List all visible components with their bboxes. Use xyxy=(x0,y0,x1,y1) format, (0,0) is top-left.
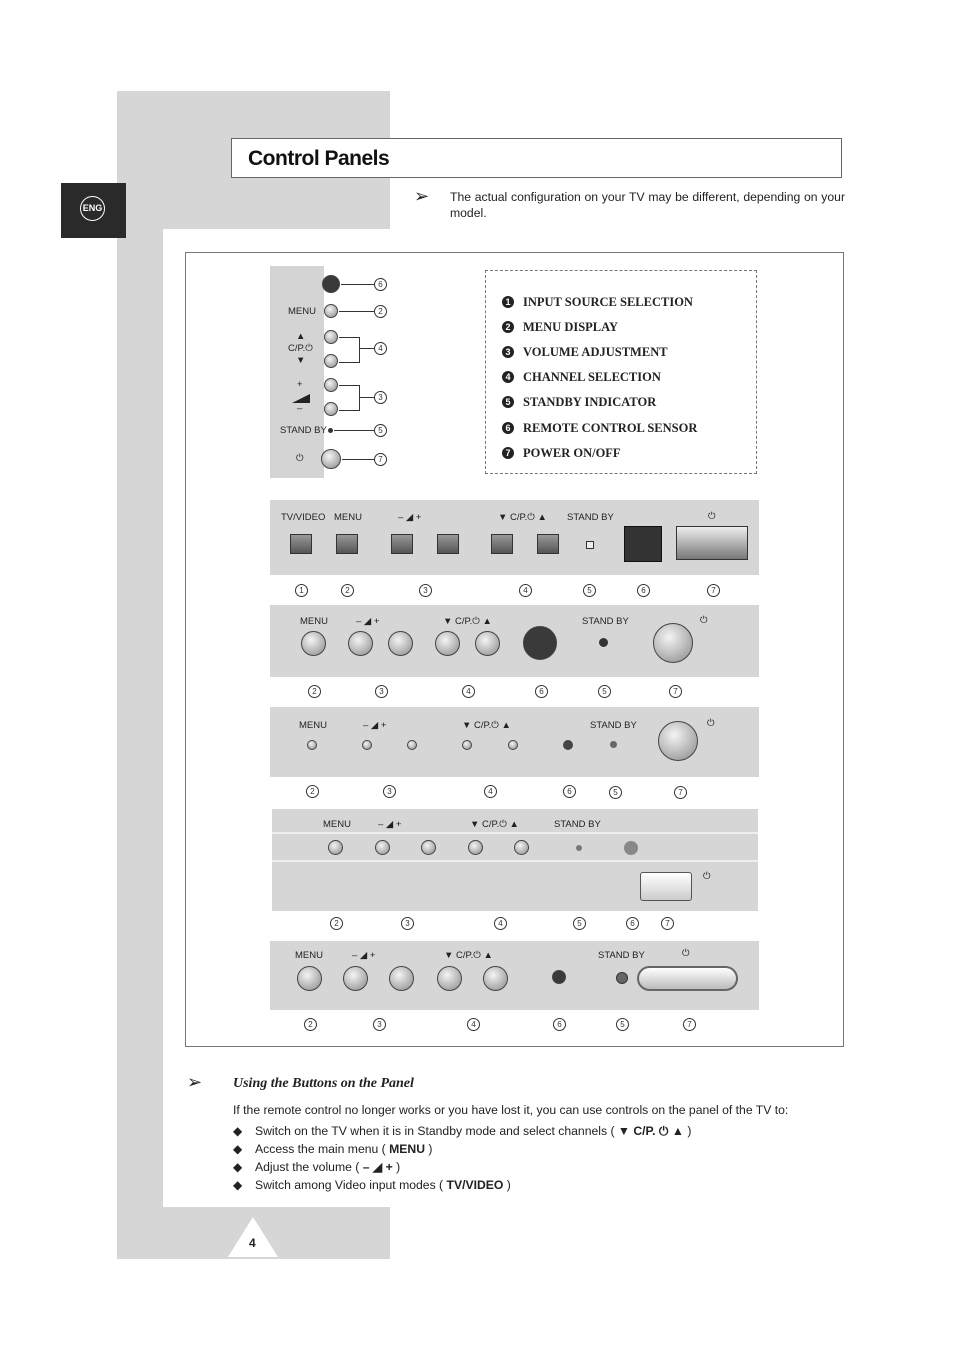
language-tab xyxy=(61,183,126,238)
menu-button xyxy=(336,534,358,554)
standby-label: STAND BY xyxy=(590,720,637,731)
subheading: Using the Buttons on the Panel xyxy=(233,1076,414,1091)
ch-label: ▼ C/P.⏻ ▲ xyxy=(498,512,547,523)
panel-d-divider xyxy=(272,832,758,834)
remote-sensor xyxy=(523,626,557,660)
callout-6: 6 xyxy=(563,785,576,798)
page-title: Control Panels xyxy=(248,147,390,170)
callout-4: 4 xyxy=(467,1018,480,1031)
callout-2: 2 xyxy=(304,1018,317,1031)
leader xyxy=(334,430,374,431)
side-power-icon: ⏻ xyxy=(296,453,304,464)
ch-label: ▼ C/P.⏻ ▲ xyxy=(462,720,511,731)
power-icon: ⏻ xyxy=(703,871,711,882)
note-text: The actual configuration on your TV may be different, depending on your model. xyxy=(450,190,845,220)
legend-item: 6 REMOTE CONTROL SENSOR xyxy=(502,421,697,436)
tvvideo-button xyxy=(290,534,312,554)
side-standby-led xyxy=(328,428,333,433)
callout-5: 5 xyxy=(609,786,622,799)
standby-label: STAND BY xyxy=(582,616,629,627)
ch-down-button xyxy=(435,631,460,656)
power-button xyxy=(653,623,693,663)
side-vol-down-button xyxy=(324,402,338,416)
side-power-button xyxy=(321,449,341,469)
callout-6: 6 xyxy=(553,1018,566,1031)
subheading-arrow-icon: ➢ xyxy=(187,1072,203,1092)
standby-label: STAND BY xyxy=(554,819,601,830)
callout-3: 3 xyxy=(419,584,432,597)
standby-led xyxy=(586,541,594,549)
diamond-bullet-icon: ◆ xyxy=(233,1178,243,1192)
vol-down-button xyxy=(343,966,368,991)
menu-button xyxy=(328,840,343,855)
callout-7: 7 xyxy=(674,786,687,799)
callout-5: 5 xyxy=(573,917,586,930)
callout-7: 7 xyxy=(683,1018,696,1031)
callout-1: 1 xyxy=(295,584,308,597)
vol-label: – ◢ + xyxy=(378,819,402,830)
side-minus-label: – xyxy=(297,403,303,414)
callout-4: 4 xyxy=(462,685,475,698)
vol-down-button xyxy=(362,740,372,750)
ch-down-button xyxy=(491,534,513,554)
list-item: ◆ Adjust the volume ( – ◢ + ) xyxy=(233,1160,401,1174)
callout-3: 3 xyxy=(373,1018,386,1031)
ch-up-button xyxy=(508,740,518,750)
callout-7: 7 xyxy=(661,917,674,930)
ch-down-button xyxy=(437,966,462,991)
tvvideo-label: TV/VIDEO xyxy=(281,512,326,523)
standby-led xyxy=(599,638,608,647)
legend-item: 7 POWER ON/OFF xyxy=(502,446,621,461)
standby-led xyxy=(616,972,628,984)
menu-label: MENU xyxy=(300,616,328,627)
ch-down-button xyxy=(462,740,472,750)
list-item: ◆ Access the main menu ( MENU ) xyxy=(233,1142,433,1156)
diamond-bullet-icon: ◆ xyxy=(233,1142,243,1156)
ch-up-button xyxy=(475,631,500,656)
vol-up-button xyxy=(388,631,413,656)
standby-label: STAND BY xyxy=(567,512,614,523)
side-down-icon: ▼ xyxy=(296,355,306,366)
callout-2: 2 xyxy=(308,685,321,698)
ch-up-button xyxy=(537,534,559,554)
callout-6: 6 xyxy=(637,584,650,597)
callout-3: 3 xyxy=(374,391,387,404)
power-icon: ⏻ xyxy=(707,718,715,729)
callout-4: 4 xyxy=(494,917,507,930)
menu-label: MENU xyxy=(295,950,323,961)
leader xyxy=(360,348,374,349)
volume-wedge-icon xyxy=(292,394,310,403)
menu-label: MENU xyxy=(299,720,327,731)
power-button xyxy=(658,721,698,761)
side-standby-label: STAND BY xyxy=(280,425,327,436)
legend-item: 5 STANDBY INDICATOR xyxy=(502,395,656,410)
menu-button xyxy=(307,740,317,750)
ch-label: ▼ C/P.⏻ ▲ xyxy=(443,616,492,627)
vol-down-button xyxy=(348,631,373,656)
side-cp-label: C/P.⏻ xyxy=(288,343,313,354)
page-number: 4 xyxy=(249,1236,256,1250)
remote-sensor xyxy=(552,970,566,984)
callout-6: 6 xyxy=(374,278,387,291)
vol-up-button xyxy=(407,740,417,750)
legend-item: 2 MENU DISPLAY xyxy=(502,320,618,335)
callout-4: 4 xyxy=(484,785,497,798)
callout-2: 2 xyxy=(330,917,343,930)
side-menu-label: MENU xyxy=(288,306,316,317)
legend-box xyxy=(485,270,757,474)
callout-4: 4 xyxy=(519,584,532,597)
leader xyxy=(339,385,360,411)
side-vol-up-button xyxy=(324,378,338,392)
callout-6: 6 xyxy=(626,917,639,930)
vol-label: – ◢ + xyxy=(363,720,387,731)
ch-down-button xyxy=(468,840,483,855)
power-icon: ⏻ xyxy=(682,948,690,959)
callout-7: 7 xyxy=(707,584,720,597)
callout-2: 2 xyxy=(306,785,319,798)
callout-2: 2 xyxy=(341,584,354,597)
vol-label: – ◢ + xyxy=(352,950,376,961)
panel-d-divider xyxy=(272,860,758,862)
side-panel xyxy=(270,266,324,478)
ch-up-button xyxy=(514,840,529,855)
vol-label: – ◢ + xyxy=(356,616,380,627)
remote-sensor xyxy=(322,275,340,293)
note-arrow-icon: ➢ xyxy=(414,186,430,206)
leader xyxy=(339,337,360,363)
vol-up-button xyxy=(437,534,459,554)
standby-label: STAND BY xyxy=(598,950,645,961)
ch-up-button xyxy=(483,966,508,991)
callout-7: 7 xyxy=(374,453,387,466)
language-label: ENG xyxy=(80,196,105,221)
list-item: ◆ Switch among Video input modes ( TV/VIDEO ) xyxy=(233,1178,511,1192)
vol-up-button xyxy=(389,966,414,991)
intro-paragraph: If the remote control no longer works or you have lost it, you can use controls on the panel of the TV to: xyxy=(233,1103,789,1117)
power-icon: ⏻ xyxy=(700,615,708,626)
callout-5: 5 xyxy=(616,1018,629,1031)
menu-label: MENU xyxy=(323,819,351,830)
callout-2: 2 xyxy=(374,305,387,318)
diamond-bullet-icon: ◆ xyxy=(233,1160,243,1174)
side-up-icon: ▲ xyxy=(296,331,306,342)
vol-down-button xyxy=(375,840,390,855)
callout-3: 3 xyxy=(383,785,396,798)
side-ch-up-button xyxy=(324,330,338,344)
callout-5: 5 xyxy=(598,685,611,698)
callout-4: 4 xyxy=(374,342,387,355)
side-menu-button xyxy=(324,304,338,318)
leader xyxy=(341,284,374,285)
menu-button xyxy=(301,631,326,656)
callout-3: 3 xyxy=(401,917,414,930)
power-button xyxy=(676,526,748,560)
vol-label: – ◢ + xyxy=(398,512,422,523)
callout-3: 3 xyxy=(375,685,388,698)
leader xyxy=(342,459,374,460)
legend-item: 4 CHANNEL SELECTION xyxy=(502,370,661,385)
power-icon: ⏻ xyxy=(708,511,716,522)
callout-5: 5 xyxy=(374,424,387,437)
legend-item: 1 INPUT SOURCE SELECTION xyxy=(502,295,693,310)
leader xyxy=(339,311,374,312)
side-plus-label: + xyxy=(297,379,303,390)
list-item: ◆ Switch on the TV when it is in Standby mode and select channels ( ▼ C/P. ⏻ ▲ ) xyxy=(233,1124,692,1138)
ch-label: ▼ C/P.⏻ ▲ xyxy=(470,819,519,830)
legend-item: 3 VOLUME ADJUSTMENT xyxy=(502,345,668,360)
ch-label: ▼ C/P.⏻ ▲ xyxy=(444,950,493,961)
callout-5: 5 xyxy=(583,584,596,597)
standby-led xyxy=(610,741,617,748)
diamond-bullet-icon: ◆ xyxy=(233,1124,243,1138)
vol-up-button xyxy=(421,840,436,855)
callout-7: 7 xyxy=(669,685,682,698)
standby-led xyxy=(576,845,582,851)
remote-sensor xyxy=(624,526,662,562)
side-ch-down-button xyxy=(324,354,338,368)
power-button xyxy=(637,966,738,991)
title-box xyxy=(231,138,842,178)
menu-button xyxy=(297,966,322,991)
vol-down-button xyxy=(391,534,413,554)
remote-sensor xyxy=(624,841,638,855)
remote-sensor xyxy=(563,740,573,750)
menu-label: MENU xyxy=(334,512,362,523)
power-button xyxy=(640,872,692,901)
leader xyxy=(360,397,374,398)
callout-6: 6 xyxy=(535,685,548,698)
gray-band-left xyxy=(117,91,163,1259)
